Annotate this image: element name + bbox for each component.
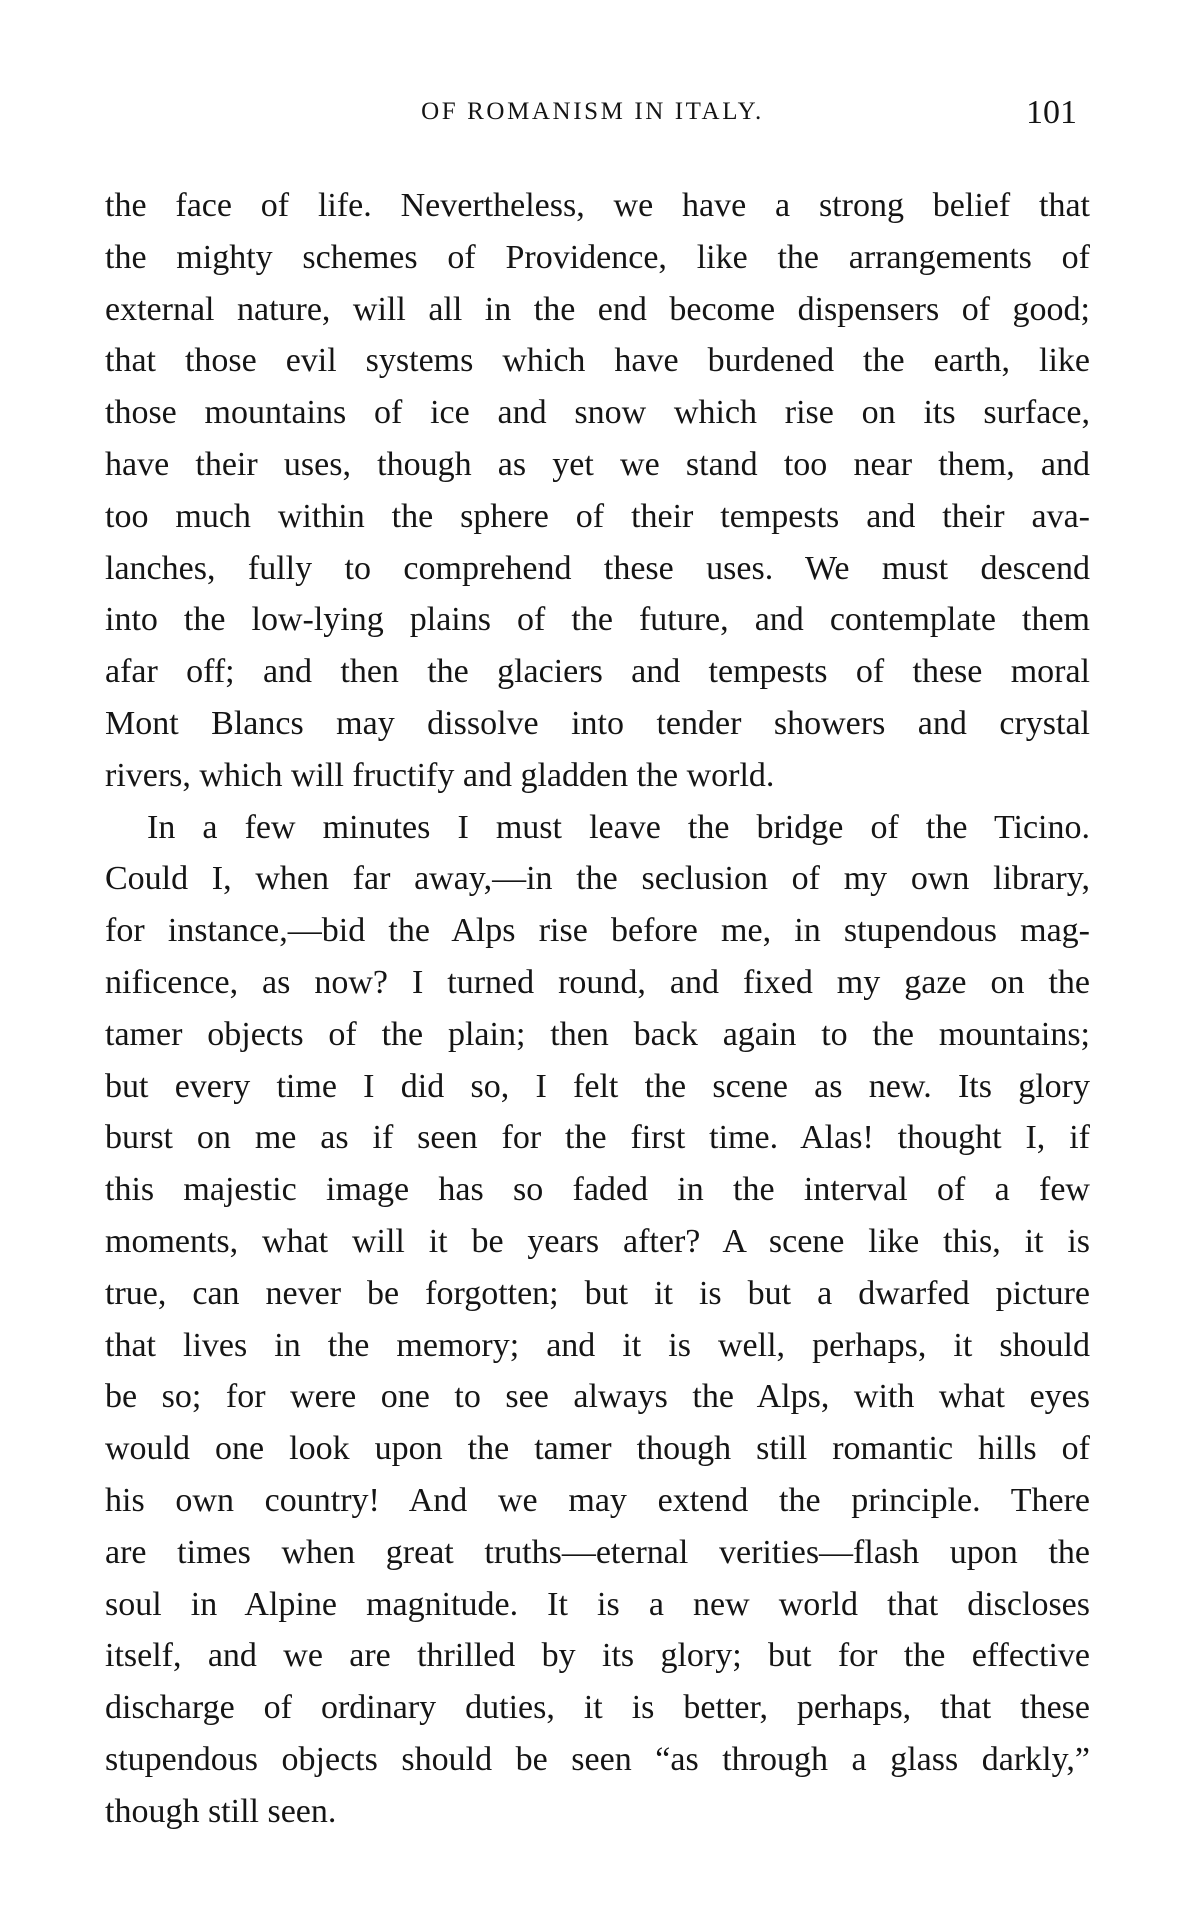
text-line: nificence, as now? I turned round, and fixed my gaze on the — [105, 963, 1090, 1001]
text-line: external nature, will all in the end become dispensers of good; — [105, 290, 1090, 328]
page-number: 101 — [1026, 94, 1077, 131]
text-line: that those evil systems which have burdened the earth, like — [105, 342, 1090, 380]
text-line: for instance,—bid the Alps rise before me, in stupendous mag- — [105, 912, 1090, 950]
text-line: the mighty schemes of Providence, like the arrangements of — [105, 238, 1090, 276]
text-line: are times when great truths—eternal verities—flash upon the — [105, 1533, 1090, 1571]
text-line: burst on me as if seen for the first time. Alas! thought I, if — [105, 1119, 1090, 1157]
text-line: soul in Alpine magnitude. It is a new world that discloses — [105, 1585, 1090, 1623]
text-line: itself, and we are thrilled by its glory; but for the effective — [105, 1637, 1090, 1675]
text-line: would one look upon the tamer though still romantic hills of — [105, 1430, 1090, 1468]
text-line: into the low-lying plains of the future, and contemplate them — [105, 601, 1090, 639]
paragraph-1 — [105, 180, 1090, 802]
running-title: OF ROMANISM IN ITALY. — [421, 98, 764, 125]
text-line: this majestic image has so faded in the interval of a few — [105, 1171, 1090, 1209]
running-head — [100, 94, 1085, 138]
text-line: moments, what will it be years after? A scene like this, it is — [105, 1222, 1090, 1260]
paragraph-2 — [105, 802, 1090, 1838]
text-line: true, can never be forgotten; but it is but a dwarfed picture — [105, 1274, 1090, 1312]
text-line: the face of life. Nevertheless, we have a strong belief that — [105, 187, 1090, 224]
text-line: be so; for were one to see always the Alps, with what eyes — [105, 1378, 1090, 1416]
text-line: but every time I did so, I felt the scene as new. Its glory — [105, 1067, 1090, 1105]
text-line: afar off; and then the glaciers and tempests of these moral — [105, 653, 1090, 691]
text-line: stupendous objects should be seen “as through a glass darkly,” — [105, 1740, 1090, 1778]
text-line: discharge of ordinary duties, it is better, perhaps, that these — [105, 1689, 1090, 1727]
text-line: In a few minutes I must leave the bridge of the Ticino. — [147, 808, 1090, 846]
text-line: too much within the sphere of their tempests and their ava- — [105, 497, 1090, 535]
text-line: tamer objects of the plain; then back again to the mountains; — [105, 1015, 1090, 1053]
text-line: Mont Blancs may dissolve into tender showers and crystal — [105, 704, 1090, 742]
text-line: have their uses, though as yet we stand too near them, and — [105, 445, 1090, 483]
text-line: that lives in the memory; and it is well, perhaps, it should — [105, 1326, 1090, 1364]
text-line: those mountains of ice and snow which rise on its surface, — [105, 394, 1090, 432]
text-line: rivers, which will fructify and gladden the world. — [105, 756, 775, 794]
text-line: his own country! And we may extend the principle. There — [105, 1481, 1090, 1519]
text-line: lanches, fully to comprehend these uses. We must descend — [105, 549, 1090, 587]
text-line: Could I, when far away,—in the seclusion of my own library, — [105, 860, 1090, 898]
body-text — [105, 180, 1090, 1838]
text-line: though still seen. — [105, 1792, 337, 1830]
